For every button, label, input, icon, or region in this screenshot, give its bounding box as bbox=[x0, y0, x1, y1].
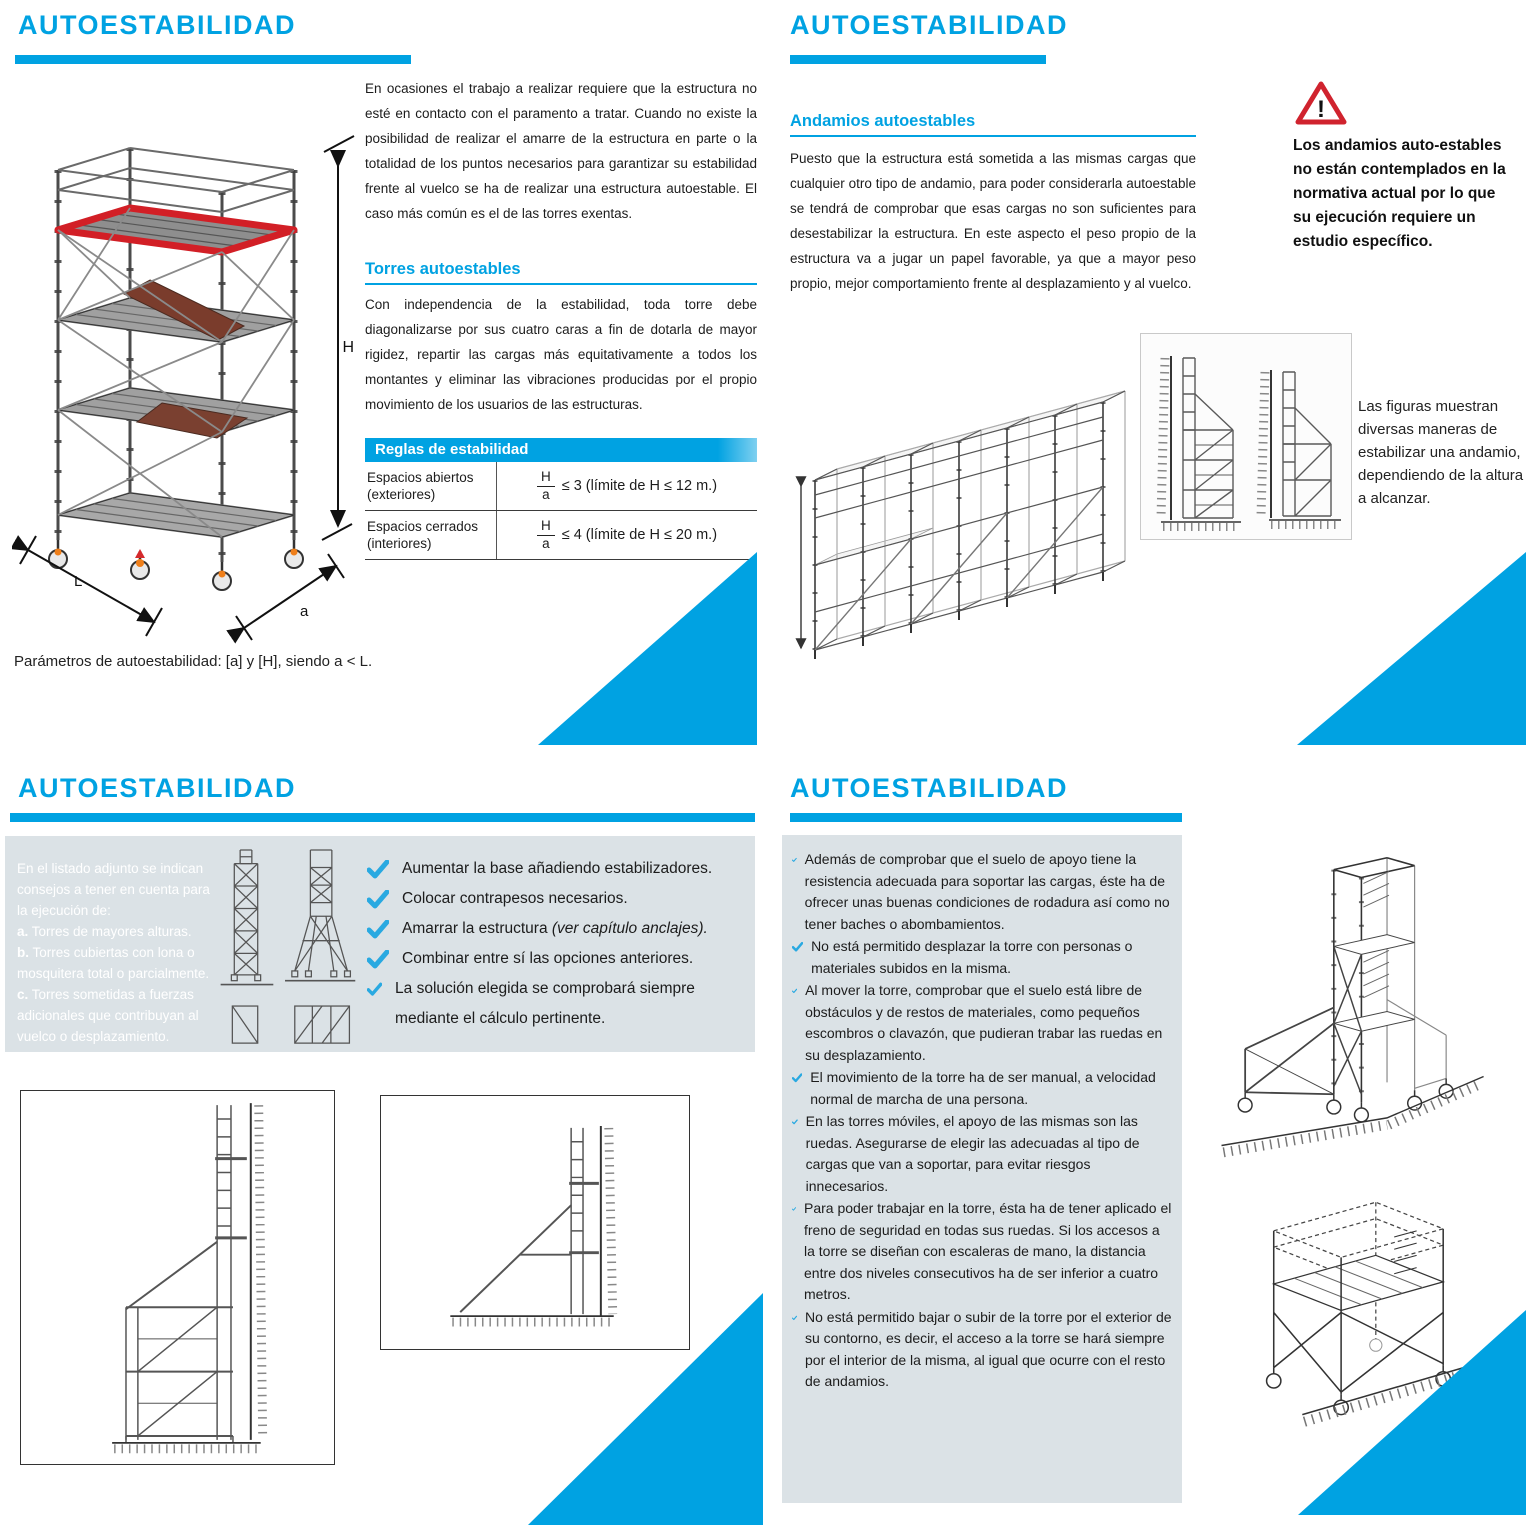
section-paragraph: Puesto que la estructura está sometida a las mismas cargas que cualquier otro tipo de andamio, para poder considerarla autoestable se tendrá de comprobar que esas cargas no son suficientes para desestabilizar la estructura. En este aspecto el peso propio de la estructura va a jugar un papel favorable, ya que a mayor peso propio, mejor comportamiento frente al desplazamiento y al vuelco. bbox=[790, 151, 1196, 291]
list-item: En las torres móviles, el apoyo de las mismas son las ruedas. Asegurarse de elegir las adecuadas al tipo de cargas que van a soportar, para evitar riesgos innecesarios. bbox=[792, 1111, 1174, 1197]
section-heading: Torres autoestables bbox=[365, 260, 757, 285]
check-icon bbox=[792, 940, 803, 954]
list-item: El movimiento de la torre ha de ser manual, a velocidad normal de marcha de una persona. bbox=[792, 1067, 1174, 1110]
advice-checklist bbox=[367, 854, 747, 1034]
scaffold-tower-illustration bbox=[12, 88, 357, 648]
table-row-rule bbox=[497, 511, 757, 559]
elevation-pair-illustration bbox=[1141, 334, 1351, 539]
page-title: AUTOESTABILIDAD bbox=[18, 10, 296, 40]
check-icon bbox=[792, 1311, 797, 1325]
page-title: AUTOESTABILIDAD bbox=[790, 773, 1068, 803]
check-icon bbox=[792, 1071, 802, 1085]
warning-triangle-icon bbox=[1295, 80, 1347, 126]
rule-condition: ≤ 3 (límite de H ≤ 12 m.) bbox=[561, 478, 718, 494]
check-icon bbox=[792, 1115, 798, 1129]
page-title: AUTOESTABILIDAD bbox=[790, 10, 1068, 40]
list-item: No está permitido bajar o subir de la torre por el exterior de su contorno, es decir, el acceso a la torre se hará siempre por el interior de la misma, al igual que ocurre con el resto de andamios. bbox=[792, 1307, 1174, 1393]
figure-caption: Las figuras muestran diversas maneras de estabilizar una andamio, dependiendo de la altura a alcanzar. bbox=[1358, 398, 1524, 507]
check-icon bbox=[792, 853, 797, 867]
rules-checklist bbox=[792, 849, 1174, 1394]
table-header: Reglas de estabilidad bbox=[365, 438, 757, 462]
check-icon bbox=[367, 890, 389, 909]
check-icon bbox=[367, 950, 389, 969]
table-row-label: Espacios cerrados (interiores) bbox=[365, 511, 497, 559]
facade-scaffold-illustration bbox=[785, 352, 1135, 687]
corner-triangle bbox=[1297, 552, 1526, 745]
list-item: Combinar entre sí las opciones anteriores. bbox=[367, 944, 747, 974]
table-row bbox=[365, 511, 757, 560]
check-icon bbox=[792, 1202, 796, 1216]
list-item: Aumentar la base añadiendo estabilizadores. bbox=[367, 854, 747, 884]
stabilizing-figures-box bbox=[1140, 333, 1352, 540]
rules-panel bbox=[782, 835, 1182, 1503]
check-icon bbox=[792, 984, 797, 998]
title-rule bbox=[15, 55, 411, 64]
check-icon bbox=[367, 920, 389, 939]
svg-text:!: ! bbox=[1317, 96, 1325, 123]
section-heading: Andamios autoestables bbox=[790, 112, 1196, 137]
wall-tower-drawing-large bbox=[21, 1091, 333, 1463]
tower-elevation-sketches bbox=[211, 848, 361, 1048]
fraction: $\frac{H}{a}$ bbox=[537, 469, 555, 502]
dim-label-h: H bbox=[342, 339, 354, 356]
check-icon bbox=[367, 860, 389, 879]
page-bottom-left bbox=[0, 765, 763, 1530]
title-rule bbox=[790, 55, 1046, 64]
panel-intro-text: En el listado adjunto se indican consejos a tener en cuenta para la ejecución de: a. Torres de mayores alturas. b. Torres cubiertas con lona o mosquitera total o parcialmente. c. Torres sometidas a fuerzas adicionales que contribuyan al vuelco o desplazamiento. bbox=[17, 861, 210, 1044]
dim-label-a: a bbox=[300, 603, 309, 620]
fraction: $\frac{H}{a}$ bbox=[537, 518, 555, 551]
title-rule bbox=[790, 813, 1182, 822]
wall-tower-figure-large bbox=[20, 1090, 335, 1465]
section-paragraph: Con independencia de la estabilidad, toda torre debe diagonalizarse por sus cuatro caras a fin de dotarla de mayor rigidez, repartir las cargas más equitativamente a todos los montantes y eliminar las vibraciones producidas por el propio movimiento de los usuarios de las estructuras. bbox=[365, 297, 757, 412]
page-bottom-right bbox=[763, 765, 1526, 1530]
list-item: Al mover la torre, comprobar que el suelo está libre de obstáculos y de restos de materiales, como pequeños escombros o clavazón, que pudieran trabar las ruedas en su desplazamiento. bbox=[792, 980, 1174, 1066]
list-item: Para poder trabajar en la torre, ésta ha de tener aplicado el freno de seguridad en todas sus ruedas. Si los accesos a la torre se diseñan con escaleras de mano, la distancia entre dos niveles consecutivos ha de ser inferior a cuatro metros. bbox=[792, 1198, 1174, 1306]
check-icon bbox=[367, 980, 382, 999]
figure-caption: Parámetros de autoestabilidad: [a] y [H], siendo a < L. bbox=[14, 653, 373, 670]
advice-panel bbox=[5, 836, 755, 1052]
page-title: AUTOESTABILIDAD bbox=[18, 773, 296, 803]
table-row-label: Espacios abiertos (exteriores) bbox=[365, 462, 497, 510]
warning-text: Los andamios auto-estables no están contemplados en la normativa actual por lo que su ejecución requiere un estudio específico. bbox=[1293, 137, 1506, 250]
corner-triangle bbox=[538, 552, 757, 745]
page-top-right bbox=[763, 0, 1526, 765]
tower-with-stabilizers-illustration bbox=[1188, 835, 1523, 1185]
stability-rules-table bbox=[365, 438, 757, 560]
list-item: Colocar contrapesos necesarios. bbox=[367, 884, 747, 914]
list-item: Además de comprobar que el suelo de apoyo tiene la resistencia adecuada para soportar las cargas, éste ha de ofrecer unas buenas condiciones de rodadura así como no tener baches o abombamientos. bbox=[792, 849, 1174, 935]
intro-paragraph: En ocasiones el trabajo a realizar requiere que la estructura no esté en contacto con el paramento a tratar. Cuando no existe la posibilidad de realizar el amarre de la estructura en parte o la totalidad de los puntos necesarios para garantizar su estabilidad frente al vuelco se ha de realizar una estructura autoestable. El caso más común es el de las torres exentas. bbox=[365, 81, 757, 221]
list-item: La solución elegida se comprobará siempre mediante el cálculo pertinente. bbox=[367, 974, 747, 1034]
table-row-rule bbox=[497, 462, 757, 510]
rule-condition: ≤ 4 (límite de H ≤ 20 m.) bbox=[561, 527, 718, 543]
list-item: Amarrar la estructura (ver capítulo anclajes). bbox=[367, 914, 747, 944]
dim-label-l: L bbox=[74, 573, 83, 590]
wall-tower-drawing-small bbox=[381, 1096, 688, 1348]
title-rule bbox=[10, 813, 755, 822]
wall-tower-figure-small bbox=[380, 1095, 690, 1350]
list-item: No está permitido desplazar la torre con personas o materiales subidos en la misma. bbox=[792, 936, 1174, 979]
page-top-left bbox=[0, 0, 763, 765]
table-row bbox=[365, 462, 757, 511]
